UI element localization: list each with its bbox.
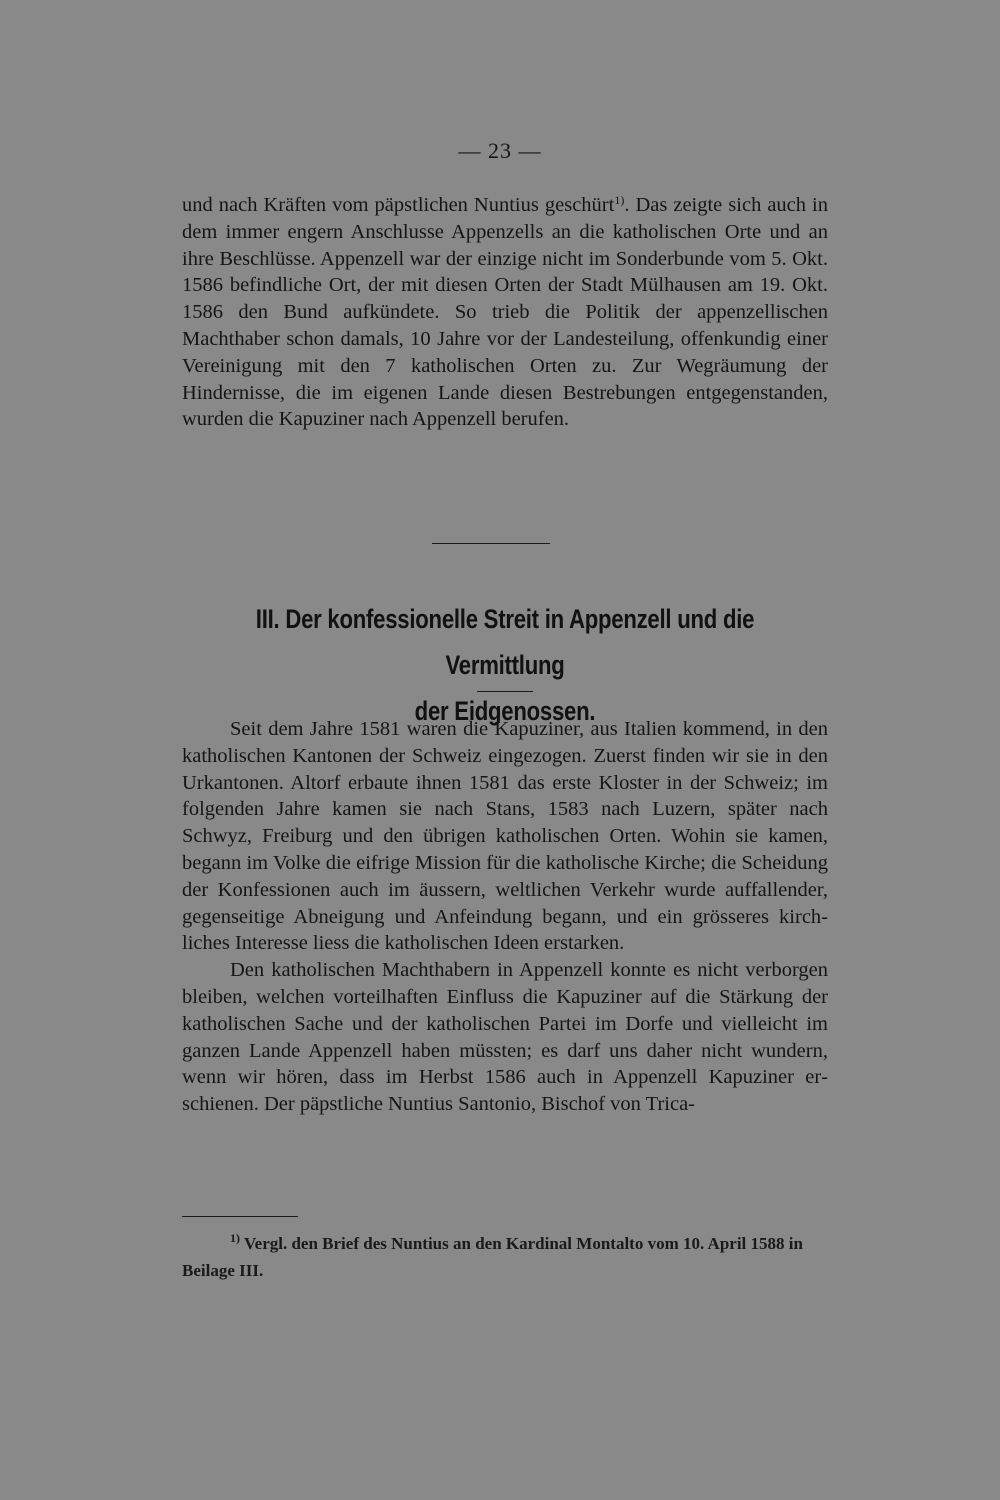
heading-underline-rule <box>477 691 533 692</box>
footnote-text: Vergl. den Brief des Nuntius an den Kardinal Montalto vom 10. April 1588 in Beilage III. <box>182 1234 803 1280</box>
footnote <box>182 1230 832 1284</box>
body-text <box>182 716 828 1118</box>
page-number: — 23 — <box>458 138 542 163</box>
section-divider-rule <box>432 543 550 544</box>
footnote-reference[interactable]: 1) <box>614 193 625 207</box>
body-paragraph-2: Den katholischen Machthabern in Appenzell konnte es nicht verborgen bleiben, welchen vorteilhaften Einfluss die Kapuziner auf die Stärkung der katholischen Sache und der katholischen Partei im Dorfe und vielleicht im ganzen Lande Appenzell haben müssten; es darf uns daher nicht wundern, wenn wir hören, dass im Herbst 1586 auch in Appenzell Kapuziner erschienen. Der päpstliche Nuntius Santonio, Bischof von Trica- <box>182 959 828 1116</box>
footnote-mark: 1) <box>230 1231 240 1245</box>
top-paragraph-text-b: . Das zeigte sich auch in dem immer engern Anschlusse Appenzells an die katholischen Orte und an ihre Beschlüsse. Appenzell war der einzige nicht im Sonderbunde vom 5. Okt. 1586 befindliche Ort, der mit diesen Orten der Stadt Mülhausen am 19. Okt. 1586 den Bund aufkündete. So trieb die Politik der appenzellischen Machthaber schon damals, 10 Jahre vor der Landesteilung, offenkundig einer Vereinigung mit den 7 katholischen Orten zu. Zur Wegräumung der Hindernisse, die im eigenen Lande diesen Bestrebungen entgegenstanden, wurden die Kapuziner nach Appenzell berufen. <box>182 194 828 431</box>
body-paragraph-1: Seit dem Jahre 1581 waren die Kapuziner, aus Italien kommend, in den katholischen Kantonen der Schweiz eingezogen. Zuerst finden wir sie in den Urkantonen. Altorf erbaute ihnen 1581 das erste Kloster in der Schweiz; im folgenden Jahre kamen sie nach Stans, 1583 nach Luzern, später nach Schwyz, Freiburg und den übrigen katholischen Orten. Wohin sie kamen, begann im Volke die eifrige Mission für die katholische Kirche; die Scheidung der Konfessionen auch im äussern, weltlichen Verkehr wurde auffallender, gegenseitige Abneigung und Anfeindung begann, und ein grösseres kirchliches Interesse liess die katholischen Ideen erstarken. <box>182 718 828 955</box>
section-heading-line-1: III. Der konfessionelle Streit in Appenzell und die Vermittlung <box>255 604 755 680</box>
section-heading-line-2: der Eidgenossen. <box>414 696 596 726</box>
top-paragraph <box>182 192 828 433</box>
top-paragraph-text-a: und nach Kräften vom päpstlichen Nuntius geschürt <box>182 194 615 216</box>
footnote-separator-rule <box>182 1216 298 1217</box>
section-heading <box>222 596 788 734</box>
